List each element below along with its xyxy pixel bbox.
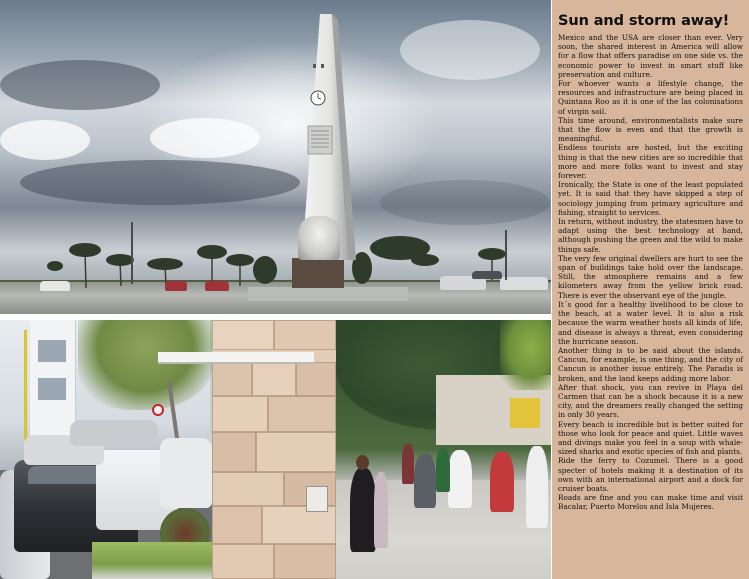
parked-car xyxy=(500,277,548,290)
storm-cloud xyxy=(0,60,160,110)
car xyxy=(70,420,158,446)
stone-tile xyxy=(274,320,336,350)
pedestrian xyxy=(402,444,414,484)
article-paragraph: Endless tourists are hosted, but the exciting thing is that the new cities are so incredible that more and more folks want to invest and stay forever. xyxy=(558,143,743,181)
stone-tile xyxy=(296,362,336,396)
parked-car xyxy=(472,271,502,279)
traffic-pole xyxy=(24,330,27,440)
monument-statue xyxy=(298,216,340,260)
road-sign xyxy=(152,404,164,416)
article-paragraph: This time around, environmentalists make sure that the flow is even and that the growth is meaningful. xyxy=(558,115,743,144)
article-paragraph: The very few original dwellers are hurt to see the span of buildings take hold over the landscape. Still, the atmosphere remains and a few kilometers away from the yellow brick road. There is ever the observant eye of the jungle. xyxy=(558,253,743,300)
pedestrian xyxy=(526,446,548,528)
article-paragraph: For whoever wants a lifestyle change, the resources and infrastructure are being placed in Quintana Roo as it is one of the las colonisations of virgin soil. xyxy=(558,79,743,116)
pedestrian xyxy=(374,472,388,548)
storm-cloud xyxy=(20,160,300,205)
stone-tile xyxy=(256,432,336,472)
cloud xyxy=(150,118,260,158)
cloud xyxy=(400,20,540,80)
window xyxy=(38,378,66,400)
article-paragraph: In return, without industry, the statesmen have to adapt using the best technology at hand, although pushing the green and the wild to make things safe. xyxy=(558,217,743,254)
obelisk-photo xyxy=(0,0,551,314)
cloud xyxy=(0,120,90,160)
parked-car xyxy=(165,281,187,291)
article-title: Sun and storm away! xyxy=(558,13,730,29)
curb xyxy=(92,542,222,579)
electrical-box xyxy=(306,486,328,512)
article-paragraph: After that shock, you can revive in Playa del Carmen that can be a shock because it is a new city, and the dreamers really changed the setting in only 30 years. xyxy=(558,382,743,420)
shop-sign xyxy=(510,398,540,428)
lamp-post xyxy=(505,230,507,280)
tree-canopy xyxy=(78,320,213,410)
article-paragraph: It´s good for a healthy livelihood to be close to the beach, at a water level. It is also a risk because the warm weather hosts all kinds of life, and disease is always a threat, even considering the hurricane season. xyxy=(558,299,743,346)
monument-base xyxy=(248,287,408,301)
pedestrian xyxy=(490,452,514,512)
pedestrian-head xyxy=(356,455,369,470)
article-paragraph: Ride the ferry to Cozumel. There is a good specter of hotels making it a destination of its own with an international airport and a dock for cruiser boats. xyxy=(558,456,743,493)
article-column xyxy=(552,0,749,579)
car xyxy=(160,438,212,508)
article-paragraph: Mexico and the USA are closer than ever. Very soon, the shared interest in America will allow for a flow that offers paradise on one side vs. the economic power to invest in smart stuff like preservation and culture. xyxy=(558,33,743,79)
stone-tile xyxy=(212,472,284,506)
window xyxy=(38,340,66,362)
stone-tile xyxy=(252,362,296,396)
stone-tile xyxy=(212,320,274,350)
stone-tile xyxy=(212,432,256,472)
stone-tile xyxy=(212,544,274,579)
stone-tile xyxy=(268,396,336,432)
awning xyxy=(158,352,314,364)
lamp-post xyxy=(131,222,133,284)
stone-tile xyxy=(212,362,252,396)
pedestrian xyxy=(448,450,472,508)
palm-tree xyxy=(500,320,551,390)
monument-plinth xyxy=(292,258,344,288)
street-photo xyxy=(0,320,551,579)
stone-tile xyxy=(212,396,268,432)
stone-tile xyxy=(212,506,262,544)
parked-car xyxy=(40,281,70,291)
storm-cloud xyxy=(380,180,550,225)
article-paragraph: Every beach is incredible but is better suited for those who look for peace and quiet. Little waves and divings make you feel in a soup with whale-sized sharks and exotic species of fish and plants. xyxy=(558,419,743,457)
pedestrian xyxy=(436,448,450,492)
stone-tile xyxy=(274,544,336,579)
article-body xyxy=(558,33,743,512)
parked-car xyxy=(205,281,229,291)
article-paragraph: Roads are fine and you can make time and visit Bacalar, Puerto Morelos and Isla Mujeres. xyxy=(558,493,743,512)
pedestrian xyxy=(350,468,376,552)
article-paragraph: Another thing is to be said about the islands. Cancun, for example, is one thing, and the city of Cancun is another issue entirely. The Paradis is broken, and the land keeps adding more labor. xyxy=(558,345,743,383)
article-paragraph: Ironically, the State is one of the least populated yet. It is said that they have skipped a step of sociology jumping from primary agriculture and fishing, straight to services. xyxy=(558,180,743,217)
pedestrian xyxy=(414,454,436,508)
